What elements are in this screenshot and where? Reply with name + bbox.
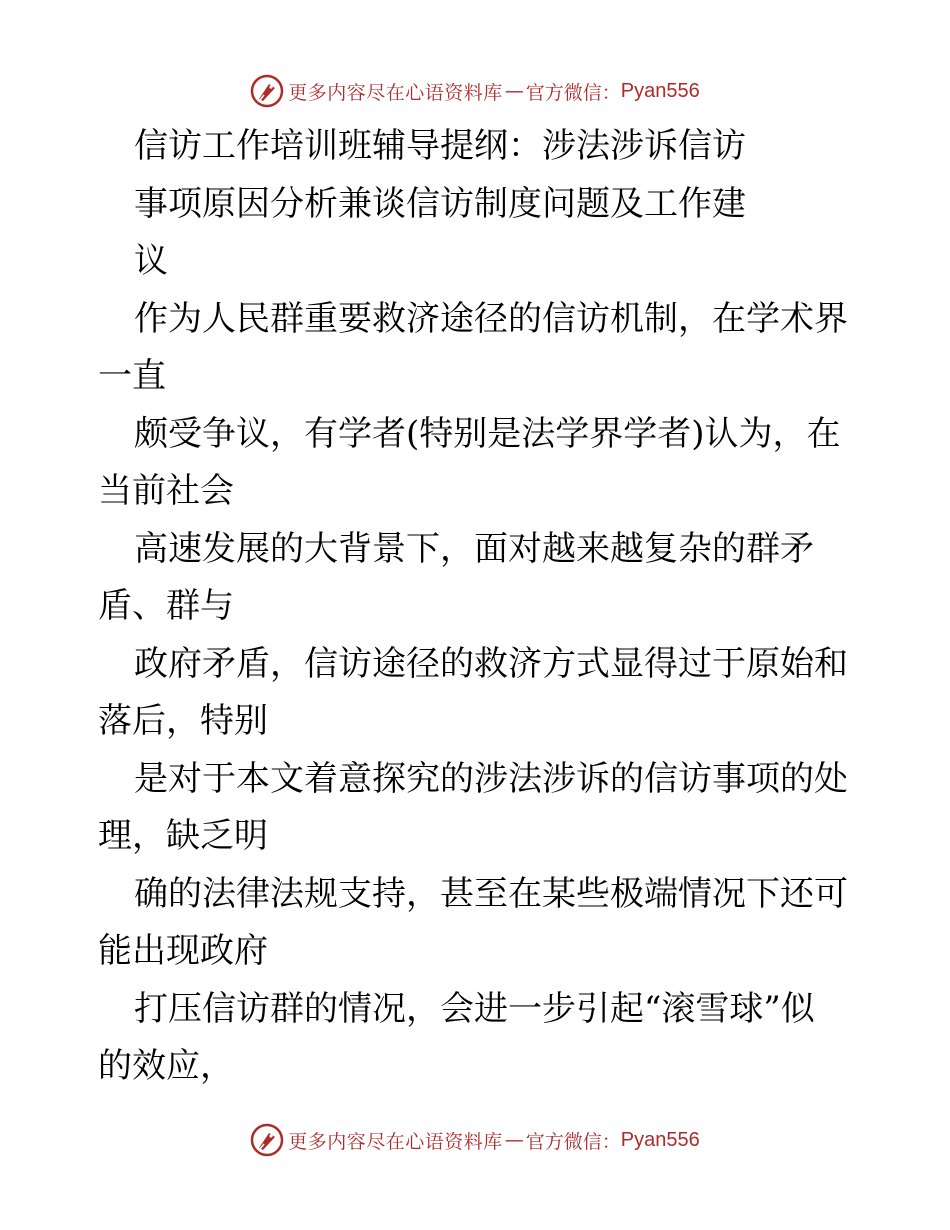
text-line: 能出现政府 xyxy=(98,931,268,971)
header-watermark-banner xyxy=(0,71,950,111)
text-line: 议 xyxy=(134,241,168,281)
banner-dash: — xyxy=(504,80,524,102)
banner-wechat-label: 官方微信： xyxy=(525,1130,621,1153)
text-line: 一直 xyxy=(98,356,166,396)
banner-wechat-label: 官方微信： xyxy=(525,81,621,104)
banner-wechat-id: Pyan556 xyxy=(620,79,700,102)
banner-site-text: 更多内容尽在心语资料库 xyxy=(288,1130,503,1153)
pen-nib-circle-logo-icon xyxy=(250,74,284,108)
banner-dash: — xyxy=(504,1129,524,1151)
document-body xyxy=(98,118,858,1096)
text-line: 高速发展的大背景下，面对越来越复杂的群矛 xyxy=(134,528,814,569)
text-line: 的效应， xyxy=(98,1046,234,1086)
banner-site-text: 更多内容尽在心语资料库 xyxy=(288,81,503,104)
text-line: 确的法律法规支持，甚至在某些极端情况下还可 xyxy=(134,873,848,914)
banner-wechat-id: Pyan556 xyxy=(620,1128,700,1151)
text-line: 当前社会 xyxy=(98,471,234,511)
text-line: 作为人民群重要救济途径的信访机制，在学术界 xyxy=(134,298,848,339)
text-line: 颇受争议，有学者(特别是法学界学者)认为，在 xyxy=(134,413,841,454)
text-line: 政府矛盾，信访途径的救济方式显得过于原始和 xyxy=(134,643,848,684)
text-line: 信访工作培训班辅导提纲：涉法涉诉信访 xyxy=(134,126,746,166)
text-line: 打压信访群的情况，会进一步引起“滚雪球”似 xyxy=(134,988,815,1029)
pen-nib-circle-logo-icon xyxy=(250,1123,284,1157)
text-line: 理，缺乏明 xyxy=(98,816,268,856)
text-line: 落后，特别 xyxy=(98,701,268,741)
footer-watermark-banner xyxy=(0,1120,950,1160)
text-line: 事项原因分析兼谈信访制度问题及工作建 xyxy=(134,183,746,224)
text-line: 是对于本文着意探究的涉法涉诉的信访事项的处 xyxy=(134,758,848,799)
text-line: 盾、群与 xyxy=(98,586,234,626)
